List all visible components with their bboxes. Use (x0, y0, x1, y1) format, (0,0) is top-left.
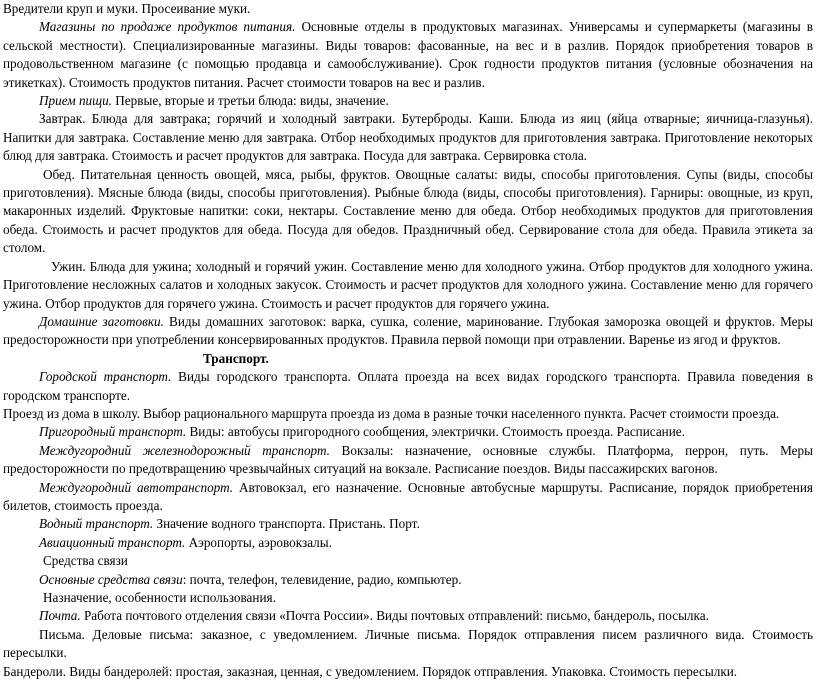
paragraph-parcels: Бандероли. Виды бандеролей: простая, заказная, ценная, с уведомлением. Порядок отправления. Упаковка. Стоимость пересылки. (3, 663, 738, 679)
term-main-communication: Основные средства связи (39, 571, 183, 587)
term-meals: Прием пищи. (39, 93, 112, 109)
section-heading-transport: Транспорт. (203, 350, 269, 366)
term-railway-transport: Междугородний железнодорожный транспорт. (39, 442, 330, 458)
paragraph-dinner: Ужин. Блюда для ужина; холодный и горячий ужин. Составление меню для холодного ужина. Отбор продуктов для холодного ужина. Приготовление несложных салатов и холодных закусок. Стоимость и расчет продуктов для холодного ужина. Составление меню для горячего ужина. Отбор продуктов для горячего ужина. Стоимость и расчет продуктов для горячего ужина. (3, 258, 813, 311)
text-main-communication: : почта, телефон, телевидение, радио, компьютер. (182, 571, 462, 587)
paragraph-letters: Письма. Деловые письма: заказное, с уведомлением. Личные письма. Порядок отправления писем различного вида. Стоимость пересылки. (3, 626, 813, 661)
paragraph-route-to-school: Проезд из дома в школу. Выбор рационального маршрута проезда из дома в разные точки населенного пункта. Расчет стоимости проезда. (3, 405, 780, 421)
paragraph-communication-title: Средства связи (43, 553, 128, 569)
text-railway-transport: Вокзалы: назначение, основные службы. Платформа, перрон, путь. Меры предосторожности по предотвращению чрезвычайных ситуаций на вокзале. Расписание поездов. Виды пассажирских вагонов. (3, 442, 813, 477)
term-water-transport: Водный транспорт. (39, 516, 154, 532)
paragraph-food-stores (3, 18, 813, 92)
paragraph-suburban-transport (3, 423, 813, 441)
paragraph-flour-pests: Вредители круп и муки. Просеивание муки. (3, 1, 251, 16)
paragraph-lunch: Обед. Питательная ценность овощей, мяса, рыбы, фруктов. Овощные салаты: виды, способы приготовления. Супы (виды, способы приготовления). Мясные блюда (виды, способы приготовления). Рыбные блюда (виды, способы приготовления). Гарниры: овощные, из круп, макаронных изделий. Фруктовые напитки: соки, нектары. Составление меню для обеда. Отбор необходимых продуктов для приготовления обеда. Стоимость и расчет продуктов для обеда. Посуда для обедов. Праздничный обед. Сервирование стола для обеда. Правила этикета за столом. (3, 166, 813, 256)
term-city-transport: Городской транспорт. (39, 369, 172, 385)
paragraph-home-preserves (3, 313, 813, 350)
paragraph-post (3, 607, 813, 625)
text-home-preserves: Виды домашних заготовок: варка, сушка, соление, маринование. Глубокая заморозка овощей и фруктов. Меры предосторожности при употреблении консервированных продуктов. Правила первой помощи при отравлении. Варенье из ягод и фруктов. (3, 313, 813, 348)
text-suburban-transport: Виды: автобусы пригородного сообщения, электрички. Стоимость проезда. Расписание. (186, 424, 685, 440)
term-food-stores: Магазины по продаже продуктов питания. (39, 19, 296, 35)
term-suburban-transport: Пригородный транспорт. (39, 424, 187, 440)
text-intercity-bus: Автовокзал, его назначение. Основные автобусные маршруты. Расписание, порядок приобретения билетов, стоимость проезда. (3, 479, 813, 513)
term-intercity-bus: Междугородний автотранспорт. (39, 479, 234, 495)
text-meals: Первые, вторые и третьи блюда: виды, значение. (111, 93, 389, 109)
paragraph-intercity-bus (3, 479, 813, 516)
text-city-transport: Виды городского транспорта. Оплата проезда на всех видах городского транспорта. Правила поведения в городском транспорте. (3, 369, 813, 403)
paragraph-water-transport (3, 515, 813, 533)
paragraph-purpose: Назначение, особенности использования. (43, 590, 276, 605)
term-post: Почта. (39, 608, 81, 624)
paragraph-railway-transport (3, 442, 813, 479)
paragraph-meals (3, 92, 813, 110)
paragraph-air-transport (3, 534, 813, 552)
paragraph-breakfast: Завтрак. Блюда для завтрака; горячий и холодный завтраки. Бутерброды. Каши. Блюда из яиц (яйца отварные; яичница-глазунья). Напитки для завтрака. Составление меню для завтрака. Отбор необходимых продуктов для приготовления завтрака. Приготовление некоторых блюд для завтрака. Стоимость и расчет продуктов для завтрака. Посуда для завтрака. Сервировка стола. (3, 111, 813, 164)
paragraph-main-communication (3, 571, 813, 589)
term-air-transport: Авиационный транспорт. (39, 534, 186, 550)
text-post: Работа почтового отделения связи «Почта России». Виды почтовых отправлений: письмо, бандероль, посылка. (80, 608, 709, 624)
text-food-stores: Основные отделы в продуктовых магазинах. Универсамы и супермаркеты (магазины в сельской местности). Специализированные магазины. Виды товаров: фасованные, на вес и в разлив. Порядок приобретения товаров в продовольственном магазине (с помощью продавца и самообслуживание). Срок годности продуктов питания (условные обозначения на этикетках). Стоимость продуктов питания. Расчет стоимости товаров на вес и разлив. (3, 19, 814, 90)
text-water-transport: Значение водного транспорта. Пристань. Порт. (153, 516, 420, 532)
paragraph-city-transport (3, 368, 813, 405)
term-home-preserves: Домашние заготовки. (39, 313, 164, 329)
text-air-transport: Аэропорты, аэровокзалы. (185, 534, 332, 550)
